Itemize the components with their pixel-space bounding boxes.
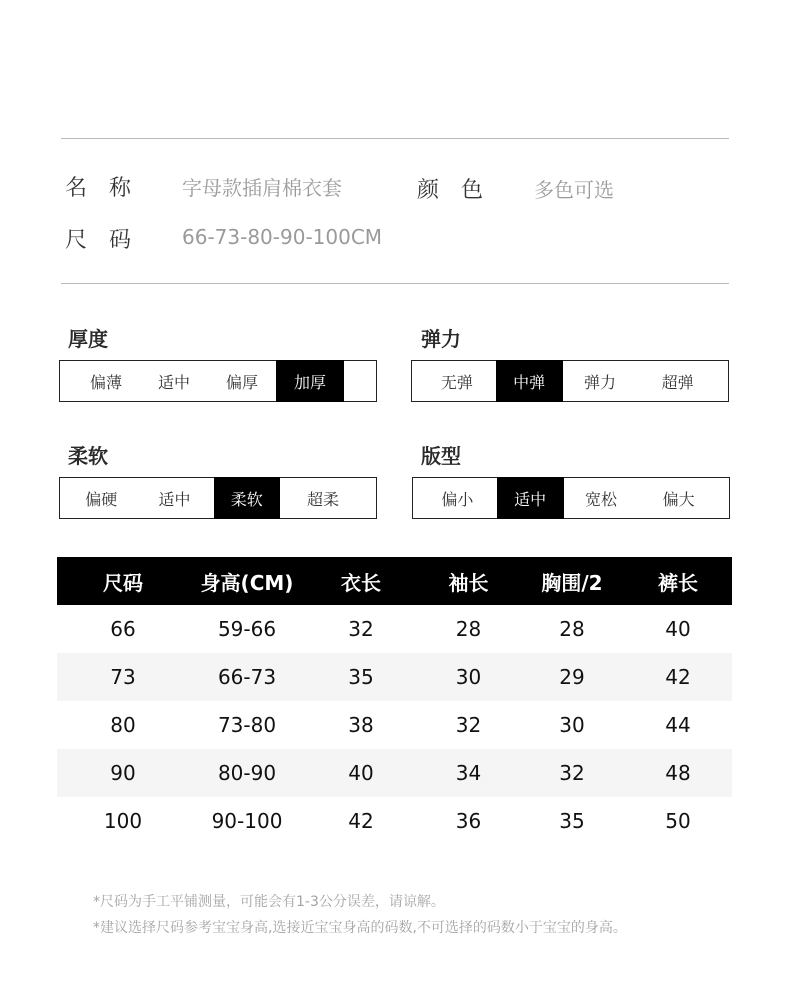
color-label: 颜 色	[417, 178, 484, 203]
table-row	[57, 653, 732, 701]
size-table-header	[57, 557, 732, 605]
cell-size: 73	[57, 653, 189, 701]
fit-option: 宽松	[584, 489, 617, 509]
top-divider	[61, 138, 729, 139]
cell-size: 90	[57, 749, 189, 797]
cell-top-length: 35	[305, 653, 417, 701]
fit-option: 适中	[497, 477, 564, 519]
softness-title: 柔软	[68, 444, 108, 468]
cell-top-length: 42	[348, 809, 374, 833]
cell-pants-length: 50	[665, 809, 691, 833]
name-value: 字母款插肩棉衣套	[182, 176, 342, 200]
elasticity-scale	[411, 360, 729, 402]
table-row	[57, 749, 732, 797]
size-table	[57, 557, 732, 845]
cell-height: 66-73	[189, 653, 305, 701]
table-row	[57, 605, 732, 653]
softness-scale	[59, 477, 377, 519]
cell-size: 100	[103, 809, 143, 833]
elasticity-option: 弹力	[583, 372, 616, 392]
cell-size: 66	[110, 617, 136, 641]
header-sleeve-length: 袖长	[417, 557, 520, 605]
softness-option: 超柔	[307, 489, 340, 509]
fit-option: 偏大	[662, 489, 695, 509]
header-height: 身高(CM)	[189, 557, 305, 605]
cell-size: 80	[110, 713, 136, 737]
cell-top-length: 32	[348, 617, 374, 641]
elasticity-option: 中弹	[496, 360, 563, 402]
fit-scale	[412, 477, 730, 519]
elasticity-option: 超弹	[661, 372, 694, 392]
cell-pants-length: 48	[624, 749, 732, 797]
cell-half-chest: 35	[559, 809, 585, 833]
thickness-option: 加厚	[276, 360, 344, 402]
header-size: 尺码	[57, 557, 189, 605]
cell-top-length: 40	[305, 749, 417, 797]
cell-half-chest: 29	[520, 653, 624, 701]
cell-half-chest: 32	[520, 749, 624, 797]
name-label: 名 称	[65, 176, 132, 201]
cell-sleeve-length: 32	[455, 713, 482, 737]
cell-sleeve-length: 28	[455, 617, 482, 641]
cell-sleeve-length: 36	[455, 809, 482, 833]
middle-divider	[61, 283, 729, 284]
thickness-option: 适中	[157, 372, 190, 392]
cell-half-chest: 30	[559, 713, 585, 737]
thickness-scale	[59, 360, 377, 402]
color-value: 多色可选	[534, 178, 614, 202]
fit-option: 偏小	[441, 489, 474, 509]
cell-height: 80-90	[189, 749, 305, 797]
header-pants-length: 裤长	[624, 557, 732, 605]
elasticity-option: 无弹	[440, 372, 473, 392]
softness-option: 柔软	[214, 477, 280, 519]
header-top-length: 衣长	[305, 557, 417, 605]
thickness-option: 偏薄	[89, 372, 122, 392]
cell-height: 90-100	[211, 809, 283, 833]
cell-top-length: 38	[348, 713, 374, 737]
thickness-title: 厚度	[68, 327, 108, 351]
measurement-note: *尺码为手工平铺测量，可能会有1-3公分误差，请谅解。	[93, 894, 445, 910]
size-label: 尺 码	[65, 228, 132, 253]
cell-sleeve-length: 30	[417, 653, 520, 701]
table-row	[57, 797, 732, 845]
table-row	[57, 701, 732, 749]
elasticity-title: 弹力	[421, 327, 461, 351]
header-half-chest: 胸围/2	[520, 557, 624, 605]
cell-half-chest: 28	[559, 617, 585, 641]
softness-option: 适中	[158, 489, 191, 509]
cell-pants-length: 44	[665, 713, 691, 737]
fit-title: 版型	[421, 444, 461, 468]
thickness-option: 偏厚	[225, 372, 258, 392]
size-value: 66-73-80-90-100CM	[182, 225, 383, 249]
cell-height: 59-66	[217, 617, 277, 641]
cell-pants-length: 42	[624, 653, 732, 701]
cell-height: 73-80	[217, 713, 277, 737]
size-advice-note: *建议选择尺码参考宝宝身高,选接近宝宝身高的码数,不可选择的码数小于宝宝的身高。	[93, 920, 627, 936]
cell-pants-length: 40	[665, 617, 691, 641]
softness-option: 偏硬	[85, 489, 118, 509]
cell-sleeve-length: 34	[417, 749, 520, 797]
